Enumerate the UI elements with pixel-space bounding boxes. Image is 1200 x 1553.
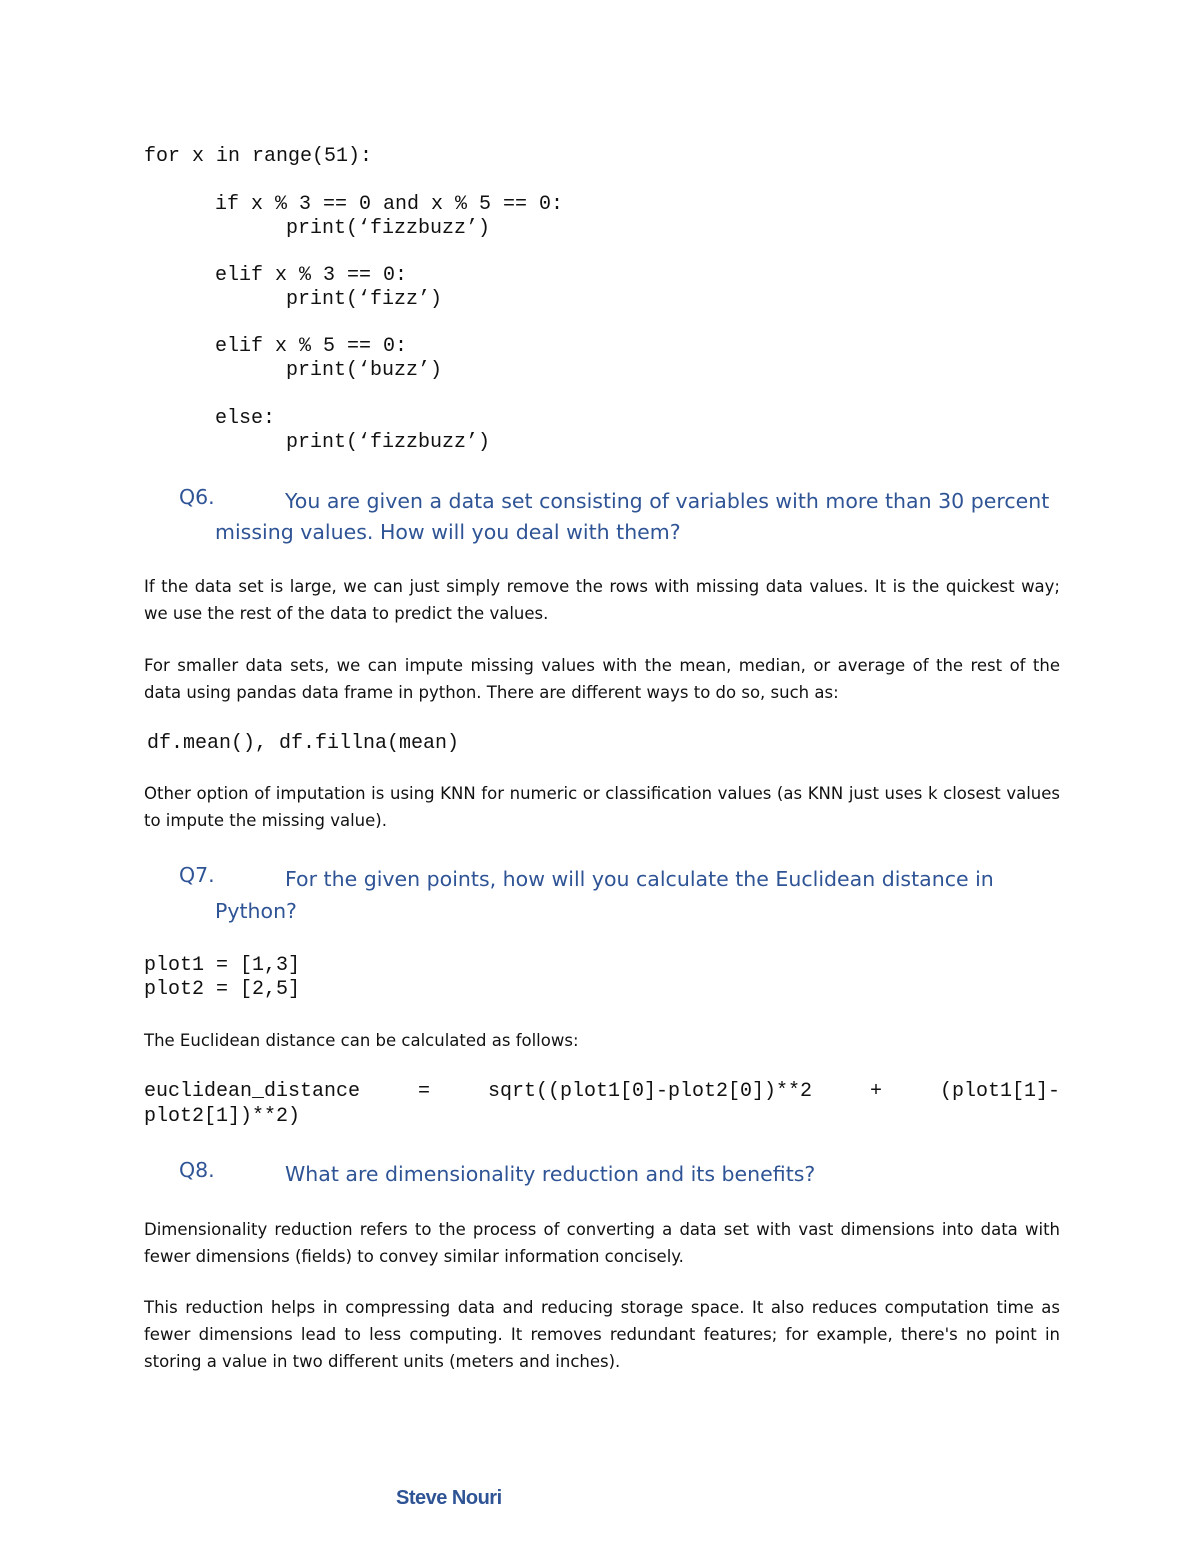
eq-part-sqrt: sqrt((plot1[0]-plot2[0])**2 (487, 1080, 813, 1103)
eq-part-name: euclidean_distance (144, 1080, 361, 1103)
q7-equation-line2: plot2[1])**2) (144, 1105, 301, 1128)
eq-part-plus: + (869, 1080, 882, 1103)
code-line-print-fizzbuzz: print(‘fizzbuzz’) (286, 217, 491, 240)
q6-paragraph-1: If the data set is large, we can just simply remove the rows with missing data values. It is the quickest way; we use the rest of the data to predict the values. (144, 577, 1060, 623)
eq-part-plot1: (plot1[1]- (939, 1080, 1060, 1103)
code-line-for: for x in range(51): (144, 145, 373, 168)
code-line-print-fizzbuzz-2: print(‘fizzbuzz’) (286, 431, 491, 454)
code-line-if: if x % 3 == 0 and x % 5 == 0: (215, 193, 564, 216)
q7-equation-line1 (144, 1080, 1060, 1103)
q7-question-line2: Python? (215, 899, 297, 923)
q6-question-line1: You are given a data set consisting of variables with more than 30 percent (285, 489, 1050, 513)
q8-paragraph-2: This reduction helps in compressing data and reducing storage space. It also reduces computation time as fewer dimensions lead to less computing. It removes redundant features; for example, there's no point in storing a value in two different units (meters and inches). (144, 1298, 1060, 1371)
q7-number: Q7. (179, 863, 215, 887)
code-line-print-fizz: print(‘fizz’) (286, 288, 443, 311)
code-line-elif-3: elif x % 3 == 0: (215, 264, 408, 287)
q6-number: Q6. (179, 485, 215, 509)
q7-code-plot2: plot2 = [2,5] (144, 978, 301, 1001)
q7-code-plot1: plot1 = [1,3] (144, 954, 301, 977)
q8-number: Q8. (179, 1158, 215, 1182)
q6-code: df.mean(), df.fillna(mean) (147, 732, 460, 755)
footer-author: Steve Nouri (396, 1487, 502, 1509)
code-line-print-buzz: print(‘buzz’) (286, 359, 443, 382)
q6-question-line2: missing values. How will you deal with them? (215, 520, 681, 544)
q8-question: What are dimensionality reduction and its benefits? (285, 1162, 816, 1186)
q8-paragraph-1: Dimensionality reduction refers to the process of converting a data set with vast dimensions into data with fewer dimensions (fields) to convey similar information concisely. (144, 1220, 1060, 1266)
q7-question-line1: For the given points, how will you calculate the Euclidean distance in (285, 867, 994, 891)
q6-paragraph-2: For smaller data sets, we can impute missing values with the mean, median, or average of the rest of the data using pandas data frame in python. There are different ways to do so, such as: (144, 656, 1060, 702)
q6-paragraph-3: Other option of imputation is using KNN for numeric or classification values (as KNN just uses k closest values to impute the missing value). (144, 784, 1060, 830)
q7-paragraph-1: The Euclidean distance can be calculated as follows: (144, 1031, 579, 1050)
eq-part-equals: = (418, 1080, 431, 1103)
code-line-elif-5: elif x % 5 == 0: (215, 335, 408, 358)
code-line-else: else: (215, 407, 276, 430)
